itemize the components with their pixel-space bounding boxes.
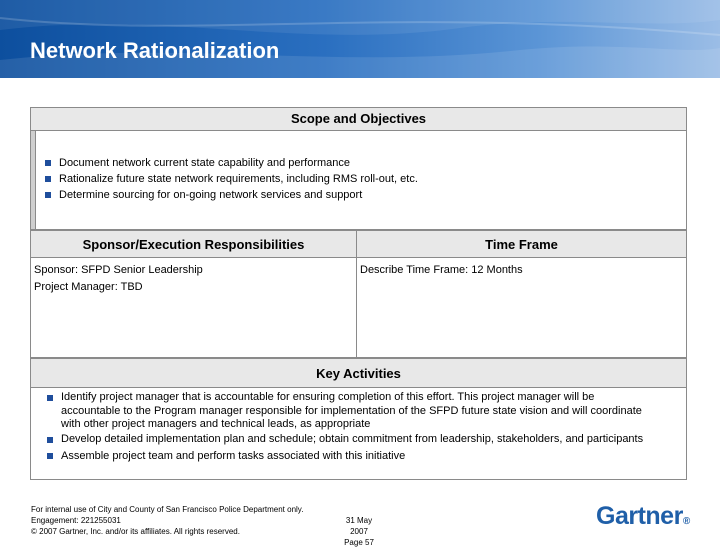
- bullet-text: Assemble project team and perform tasks associated with this initiative: [61, 449, 406, 462]
- scope-accent: [31, 130, 36, 229]
- activities-bullet-list: [47, 391, 687, 465]
- logo-text: Gartner: [596, 502, 683, 530]
- bullet-text: with other project managers and technical leads, as appropriate: [61, 418, 371, 430]
- bullet-text: Rationalize future state network requirements, including RMS roll-out, etc.: [59, 173, 418, 185]
- sponsor-line: Sponsor: SFPD Senior Leadership: [34, 264, 203, 276]
- scope-header: Scope and Objectives: [30, 107, 687, 131]
- list-item: [47, 447, 687, 465]
- bullet-icon: [47, 453, 53, 459]
- bullet-text: Determine sourcing for on-going network services and support: [59, 189, 363, 201]
- bullet-icon: [47, 395, 53, 401]
- footer-copyright: © 2007 Gartner, Inc. and/or its affiliates. All rights reserved.: [31, 527, 240, 536]
- footer-disclaimer: [31, 504, 303, 537]
- bullet-icon: [47, 437, 53, 443]
- list-item: [47, 432, 687, 447]
- list-item: [45, 171, 675, 187]
- footer-engagement: Engagement: 221255031: [31, 516, 121, 525]
- bullet-text: Document network current state capability and performance: [59, 157, 351, 169]
- scope-bullet-list: [45, 155, 675, 203]
- timeframe-text: Describe Time Frame: 12 Months: [360, 264, 523, 276]
- bullet-icon: [45, 192, 51, 198]
- timeframe-header: Time Frame: [356, 230, 687, 258]
- bullet-text: accountable to the Program manager responsible for implementation of the SFPD future state vision and will coordinate: [61, 404, 642, 417]
- gartner-logo: [596, 502, 690, 531]
- sponsor-text: [34, 262, 203, 296]
- logo-mark: ®: [682, 516, 690, 527]
- footer-date: 31 May 2007: [345, 516, 373, 536]
- bullet-icon: [45, 176, 51, 182]
- activities-header: Key Activities: [30, 358, 687, 388]
- title-bar: [0, 0, 720, 78]
- bullet-text: Identify project manager that is accountable for ensuring completion of this effort. This project manager will be: [61, 391, 595, 403]
- bullet-text: Develop detailed implementation plan and schedule; obtain commitment from leadership, stakeholders, and participants: [61, 432, 644, 445]
- list-item: [45, 187, 675, 203]
- project-manager-line: Project Manager: TBD: [34, 281, 143, 293]
- list-item: [47, 391, 687, 432]
- sponsor-header: Sponsor/Execution Responsibilities: [30, 230, 357, 258]
- list-item: [45, 155, 675, 171]
- footer-page-info: [338, 515, 380, 548]
- page-title: Network Rationalization: [30, 38, 280, 63]
- footer-line: For internal use of City and County of San Francisco Police Department only.: [31, 505, 304, 514]
- bullet-icon: [45, 160, 51, 166]
- footer-page-number: Page 57: [344, 538, 374, 547]
